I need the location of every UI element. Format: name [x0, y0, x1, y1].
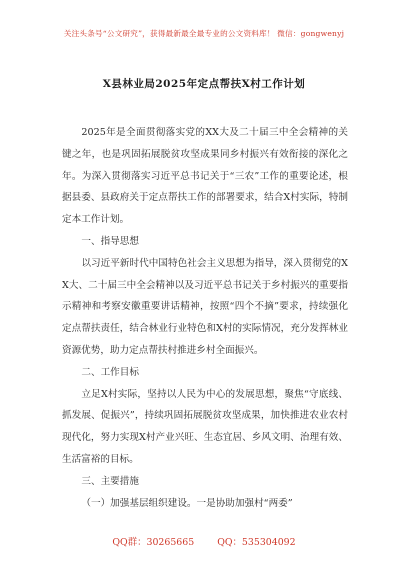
- footer-qq: QQ：535304092: [217, 537, 296, 548]
- section-heading-work-goals: 二、工作目标: [81, 366, 139, 378]
- guiding-ideology-paragraph: 以习近平新时代中国特色社会主义思想为指导，深入贯彻党的XX大、二十届三中全会精神以及习近平总书记关于乡村振兴的重要指示精神和考察安徽重要讲话精神，按照“四个不摘”要求，持续强化定点帮扶责任，结合林业行业特色和X村的实际情况，充分发挥林业资源优势，助力定点帮扶村推进乡村全面振兴。: [62, 257, 348, 356]
- footer-qq-group: QQ群：30265665: [112, 537, 195, 548]
- intro-paragraph: 2025年是全面贯彻落实党的XX大及二十届三中全会精神的关键之年，也是巩固拓展脱贫攻坚成果同乡村振兴有效衔接的深化之年。为深入贯彻落实习近平总书记关于“三农”工作的重要论述，根据县委、县政府关于定点帮扶工作的部署要求，结合X村实际，特制定本工作计划。: [62, 127, 348, 226]
- footer-contact: [0, 534, 408, 548]
- document-body: [62, 122, 348, 514]
- main-measures-paragraph: （一）加强基层组织建设。一是协助加强村“两委”: [81, 497, 293, 509]
- document-title: X县林业局2025年定点帮扶X村工作计划: [102, 78, 306, 90]
- section-heading-guiding-ideology: 一、指导思想: [81, 235, 139, 247]
- work-goals-paragraph: 立足X村实际，坚持以人民为中心的发展思想，聚焦“守底线、抓发展、促振兴”，持续巩固拓展脱贫攻坚成果，加快推进农业农村现代化，努力实现X村产业兴旺、生态宜居、乡风文明、治理有效、生活富裕的目标。: [62, 388, 348, 465]
- section-heading-main-measures: 三、主要措施: [81, 475, 139, 487]
- header-banner: 关注头条号“公文研究”，获得最新最全最专业的公文资料库！ 微信：gongwenyj: [63, 29, 345, 38]
